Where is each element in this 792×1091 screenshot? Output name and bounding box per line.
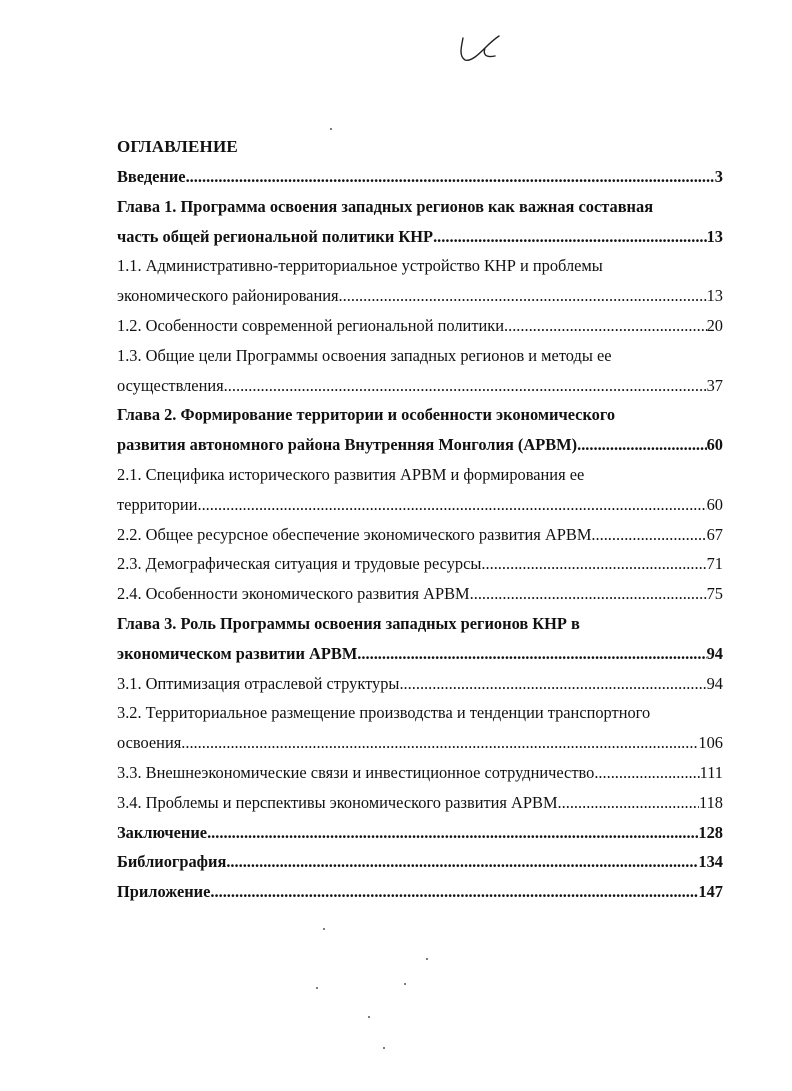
toc-leader-dots [210,877,698,907]
toc-entry-title: территории [117,494,198,514]
toc-leader-dots [224,371,707,401]
toc-leader-dots [558,788,699,818]
toc-entry [117,579,723,609]
toc-entry-title: экономического районирования [117,286,339,306]
toc-leader-dots [226,847,698,877]
toc-entry-title: Заключение [117,822,208,842]
toc-entry [117,311,723,341]
table-of-contents [117,132,723,907]
toc-leader-dots [197,490,706,520]
toc-entry [117,669,723,699]
toc-entry [117,222,723,252]
toc-entry-title: Библиография [117,852,227,872]
toc-entry [117,758,723,788]
scan-speck [426,958,428,960]
toc-entry-page-number: 60 [706,494,723,514]
toc-entry [117,371,723,401]
toc-leader-dots [357,639,706,669]
toc-leader-dots [207,818,698,848]
toc-entry [117,281,723,311]
toc-entry-title: Приложение [117,882,211,902]
toc-entry [117,520,723,550]
toc-entry-title: 3.3. Внешнеэкономические связи и инвестиционное сотрудничество [117,762,595,782]
toc-entry-title: 1.1. Административно-территориальное устройство КНР и проблемы [117,256,603,276]
toc-entry-page-number: 60 [706,435,723,455]
toc-entry-page-number: 94 [706,643,723,663]
toc-entry-title: 2.4. Особенности экономического развития АРВМ [117,584,470,604]
toc-entry-page-number: 13 [706,286,723,306]
toc-entry-title: развития автономного района Внутренняя Монголия (АРВМ) [117,435,578,455]
toc-entry-page-number: 13 [706,226,723,246]
toc-entry [117,877,723,907]
toc-entry [117,549,723,579]
toc-entry-title: осуществления [117,375,224,395]
toc-entry-page-number: 94 [706,673,723,693]
toc-entry-page-number: 37 [706,375,723,395]
toc-entry-title: экономическом развитии АРВМ [117,643,358,663]
toc-entry [117,639,723,669]
toc-entry [117,400,723,430]
toc-entry [117,192,723,222]
toc-entry [117,341,723,371]
toc-leader-dots [181,728,698,758]
toc-entry-title: 3.4. Проблемы и перспективы экономического развития АРВМ [117,792,558,812]
toc-entry [117,490,723,520]
toc-entry-title: 1.3. Общие цели Программы освоения западных регионов и методы ее [117,345,612,365]
toc-entry-title: 2.2. Общее ресурсное обеспечение экономического развития АРВМ [117,524,592,544]
toc-heading: ОГЛАВЛЕНИЕ [117,137,238,156]
toc-entry-title: 3.2. Территориальное размещение производства и тенденции транспортного [117,703,651,723]
toc-entry-page-number: 71 [706,554,723,574]
toc-leader-dots [399,669,706,699]
toc-leader-dots [433,222,707,252]
toc-entry-page-number: 111 [699,762,723,782]
toc-entry-title: освоения [117,733,182,753]
toc-entry-page-number: 118 [699,792,723,812]
toc-leader-dots [577,430,707,460]
handwritten-page-mark [455,30,505,70]
toc-entry [117,430,723,460]
toc-entry-title: Глава 3. Роль Программы освоения западных регионов КНР в [117,613,580,633]
scan-speck [368,1016,370,1018]
scan-speck [383,1047,385,1049]
toc-entry-page-number: 147 [698,882,723,902]
toc-entry-title: 3.1. Оптимизация отраслевой структуры [117,673,400,693]
toc-leader-dots [186,162,715,192]
toc-entry-page-number: 128 [698,822,723,842]
toc-entry-page-number: 67 [706,524,723,544]
toc-entry-title: Глава 2. Формирование территории и особенности экономического [117,405,616,425]
toc-entry [117,818,723,848]
scan-speck [330,128,332,130]
toc-entry-page-number: 134 [698,852,723,872]
toc-leader-dots [591,520,706,550]
toc-leader-dots [504,311,707,341]
toc-entry-page-number: 20 [706,315,723,335]
toc-leader-dots [481,549,706,579]
toc-entry-title: часть общей региональной политики КНР [117,226,434,246]
toc-entry [117,162,723,192]
toc-entry [117,460,723,490]
scan-speck [316,987,318,989]
toc-entry-page-number: 106 [698,733,723,753]
scan-speck [323,928,325,930]
toc-leader-dots [594,758,699,788]
toc-entry [117,698,723,728]
toc-entry-title: 2.3. Демографическая ситуация и трудовые ресурсы [117,554,482,574]
toc-entry-title: Введение [117,167,186,186]
toc-leader-dots [470,579,707,609]
toc-entry-title: Глава 1. Программа освоения западных регионов как важная составная [117,196,654,216]
toc-entry-title: 1.2. Особенности современной региональной политики [117,315,504,335]
toc-entry [117,609,723,639]
toc-entry-page-number: 3 [714,167,723,186]
toc-entry-title: 2.1. Специфика исторического развития АРВМ и формирования ее [117,464,585,484]
toc-entry [117,788,723,818]
toc-entry [117,728,723,758]
toc-entry [117,251,723,281]
toc-entries [117,162,723,907]
toc-leader-dots [339,281,707,311]
scan-speck [404,983,406,985]
toc-entry [117,847,723,877]
toc-entry-page-number: 75 [706,584,723,604]
